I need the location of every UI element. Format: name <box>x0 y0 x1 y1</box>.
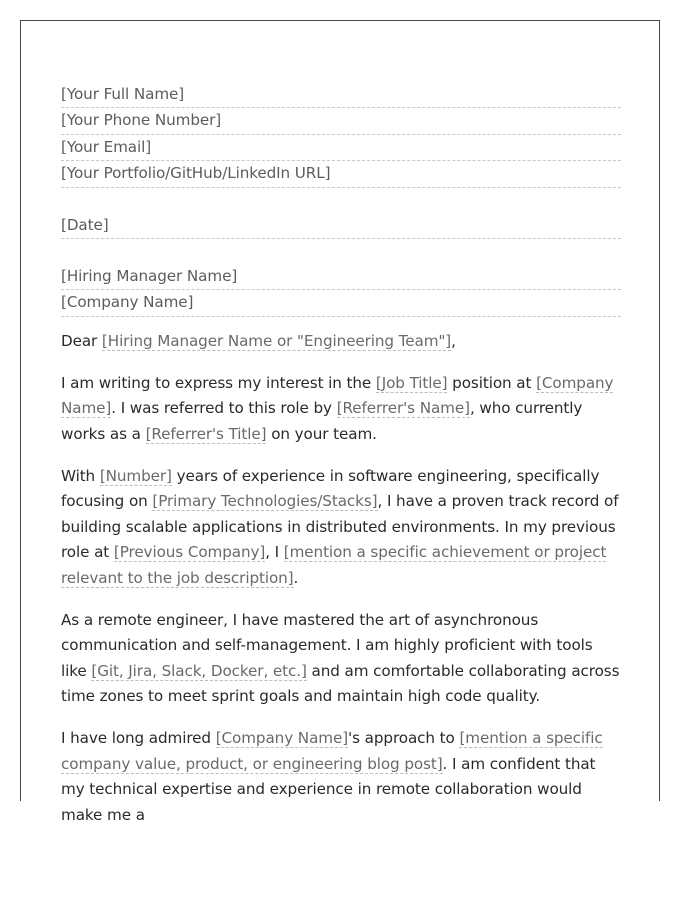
paragraph-text: position at <box>447 373 537 392</box>
spacer <box>61 188 621 213</box>
paragraph-remote-skills <box>61 608 621 710</box>
paragraph-text: , I <box>265 543 284 562</box>
phone-field[interactable]: [Your Phone Number] <box>61 108 621 134</box>
paragraph-text: years of experience in software engineering, specifically focusing on <box>61 466 600 511</box>
job-title-placeholder[interactable]: [Job Title] <box>375 373 448 392</box>
salutation-recipient-placeholder[interactable]: [Hiring Manager Name or "Engineering Team"] <box>101 331 452 350</box>
hiring-manager-field[interactable]: [Hiring Manager Name] <box>61 264 621 290</box>
previous-company-placeholder[interactable]: [Previous Company] <box>113 543 266 562</box>
paragraph-text: . <box>293 568 299 587</box>
cover-letter-page <box>20 20 660 824</box>
paragraph-text: , I have a proven track record of building scalable applications in distributed environments. In my previous role at <box>61 492 619 562</box>
paragraph-text: . I am confident that my technical expertise and experience in remote collaboration would make me a <box>61 754 596 824</box>
date-field[interactable]: [Date] <box>61 213 621 239</box>
years-number-placeholder[interactable]: [Number] <box>99 466 172 485</box>
paragraph-text: 's approach to <box>348 729 460 748</box>
paragraph-text: on your team. <box>266 424 377 443</box>
salutation-suffix: , <box>451 331 456 350</box>
paragraph-text: and am comfortable collaborating across time zones to meet sprint goals and maintain high code quality. <box>61 661 620 706</box>
paragraph-experience <box>61 464 621 592</box>
paragraph-text: I have long admired <box>61 729 216 748</box>
referrer-title-placeholder[interactable]: [Referrer's Title] <box>145 424 267 443</box>
paragraph-text: With <box>61 466 100 485</box>
email-field[interactable]: [Your Email] <box>61 135 621 161</box>
technologies-placeholder[interactable]: [Primary Technologies/Stacks] <box>152 492 378 511</box>
paragraph-company-fit <box>61 726 621 828</box>
full-name-field[interactable]: [Your Full Name] <box>61 82 621 108</box>
paragraph-text: , who currently works as a <box>61 399 583 443</box>
cover-letter-content <box>61 82 621 828</box>
salutation <box>61 329 621 355</box>
company-name-placeholder[interactable]: [Company Name] <box>215 729 349 748</box>
company-name-field[interactable]: [Company Name] <box>61 290 621 316</box>
achievement-placeholder[interactable]: [mention a specific achievement or project relevant to the job description] <box>61 543 607 587</box>
company-value-placeholder[interactable]: [mention a specific company value, product, or engineering blog post] <box>61 729 603 773</box>
paragraph-intro <box>61 371 621 448</box>
salutation-prefix: Dear <box>61 331 102 350</box>
paragraph-text: As a remote engineer, I have mastered the art of asynchronous communication and self-management. I am highly proficient with tools like <box>61 610 593 680</box>
paragraph-text: . I was referred to this role by <box>111 399 337 418</box>
company-name-placeholder[interactable]: [Company Name] <box>61 373 614 418</box>
spacer <box>61 239 621 264</box>
referrer-name-placeholder[interactable]: [Referrer's Name] <box>336 399 470 418</box>
paragraph-text: I am writing to express my interest in the <box>61 373 376 392</box>
tools-placeholder[interactable]: [Git, Jira, Slack, Docker, etc.] <box>91 661 307 680</box>
portfolio-url-field[interactable]: [Your Portfolio/GitHub/LinkedIn URL] <box>61 161 621 187</box>
